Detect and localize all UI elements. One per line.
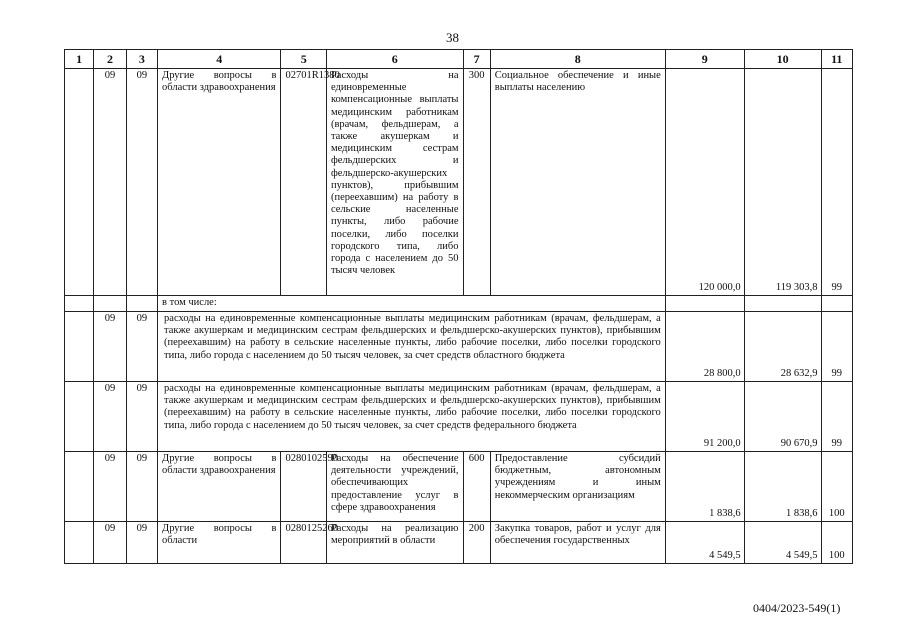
actual-amount-cell: 90 670,9	[744, 382, 821, 452]
section-name-cell: Другие вопросы в области	[158, 522, 281, 564]
page-number: 38	[446, 30, 459, 45]
column-header: 5	[281, 50, 327, 69]
empty-cell	[65, 522, 94, 564]
budget-table	[64, 49, 853, 564]
column-header: 2	[94, 50, 126, 69]
column-header: 9	[665, 50, 744, 69]
actual-amount-cell: 28 632,9	[744, 312, 821, 382]
target-article-name-cell: Расходы на реализацию мероприятий в области	[326, 522, 463, 564]
empty-cell	[665, 296, 744, 312]
percent-cell: 100	[821, 452, 852, 522]
section-cell: 09	[94, 452, 126, 522]
expense-type-name-cell: Социальное обеспечение и иные выплаты населению	[490, 69, 665, 296]
subsection-cell: 09	[126, 452, 157, 522]
percent-cell: 100	[821, 522, 852, 564]
target-article-cell: 0280125260	[281, 522, 327, 564]
empty-cell	[65, 296, 94, 312]
subsection-cell: 09	[126, 69, 157, 296]
target-article-cell: 02701R1380	[281, 69, 327, 296]
empty-cell	[744, 296, 821, 312]
empty-cell	[65, 452, 94, 522]
empty-cell	[821, 296, 852, 312]
percent-cell: 99	[821, 382, 852, 452]
target-article-name-cell: Расходы на единовременные компенсационные выплаты медицинским работникам (врачам, фельдшерам, а также акушеркам и медицинским сестрам фельдшерских и фельдшерско-акушерских пунктов), прибывшим (переехавшим) на работу в сельские населенные пункты, либо рабочие поселки, либо поселки городского типа, либо города с населением до 50 тысяч человек	[326, 69, 463, 296]
actual-amount-cell: 1 838,6	[744, 452, 821, 522]
table-row	[65, 312, 853, 382]
expense-type-cell: 300	[463, 69, 490, 296]
column-header: 8	[490, 50, 665, 69]
document-code: 0404/2023-549(1)	[753, 601, 841, 615]
column-header: 4	[158, 50, 281, 69]
section-cell: 09	[94, 382, 126, 452]
section-name-cell: Другие вопросы в области здравоохранения	[158, 452, 281, 522]
empty-cell	[94, 296, 126, 312]
actual-amount-cell: 119 303,8	[744, 69, 821, 296]
table-row	[65, 522, 853, 564]
header-row	[65, 50, 853, 69]
planned-amount-cell: 28 800,0	[665, 312, 744, 382]
empty-cell	[65, 382, 94, 452]
subsection-cell: 09	[126, 382, 157, 452]
expense-type-cell: 200	[463, 522, 490, 564]
expense-type-name-cell: Закупка товаров, работ и услуг для обеспечения государственных	[490, 522, 665, 564]
column-header: 1	[65, 50, 94, 69]
column-header: 11	[821, 50, 852, 69]
column-header: 3	[126, 50, 157, 69]
table-row	[65, 69, 853, 296]
planned-amount-cell: 120 000,0	[665, 69, 744, 296]
column-header: 6	[326, 50, 463, 69]
column-header: 10	[744, 50, 821, 69]
empty-cell	[65, 312, 94, 382]
expense-type-name-cell: Предоставление субсидий бюджетным, автономным учреждениям и иным некоммерческим организациям	[490, 452, 665, 522]
table-row	[65, 382, 853, 452]
subsection-cell: 09	[126, 312, 157, 382]
description-cell: расходы на единовременные компенсационные выплаты медицинским работникам (врачам, фельдшерам, а также акушеркам и медицинским сестрам фельдшерских и фельдшерско-акушерских пунктов), прибывшим (переехавшим) на работу в сельские населенные пункты, либо рабочие поселки, либо поселки городского типа, либо города с населением до 50 тысяч человек, за счет средств областного бюджета	[158, 312, 666, 382]
section-cell: 09	[94, 69, 126, 296]
percent-cell: 99	[821, 312, 852, 382]
planned-amount-cell: 1 838,6	[665, 452, 744, 522]
table-row	[65, 452, 853, 522]
empty-cell	[126, 296, 157, 312]
empty-cell	[65, 69, 94, 296]
planned-amount-cell: 91 200,0	[665, 382, 744, 452]
table-row	[65, 296, 853, 312]
target-article-name-cell: Расходы на обеспечение деятельности учреждений, обеспечивающих предоставление услуг в сфере здравоохранения	[326, 452, 463, 522]
section-cell: 09	[94, 522, 126, 564]
section-cell: 09	[94, 312, 126, 382]
including-label: в том числе:	[158, 296, 666, 312]
subsection-cell: 09	[126, 522, 157, 564]
target-article-cell: 0280102590	[281, 452, 327, 522]
description-cell: расходы на единовременные компенсационные выплаты медицинским работникам (врачам, фельдшерам, а также акушеркам и медицинским сестрам фельдшерских и фельдшерско-акушерских пунктов), прибывшим (переехавшим) на работу в сельские населенные пункты, либо рабочие поселки, либо поселки городского типа, либо города с населением до 50 тысяч человек, за счет средств федерального бюджета	[158, 382, 666, 452]
actual-amount-cell: 4 549,5	[744, 522, 821, 564]
expense-type-cell: 600	[463, 452, 490, 522]
percent-cell: 99	[821, 69, 852, 296]
section-name-cell: Другие вопросы в области здравоохранения	[158, 69, 281, 296]
column-header: 7	[463, 50, 490, 69]
planned-amount-cell: 4 549,5	[665, 522, 744, 564]
